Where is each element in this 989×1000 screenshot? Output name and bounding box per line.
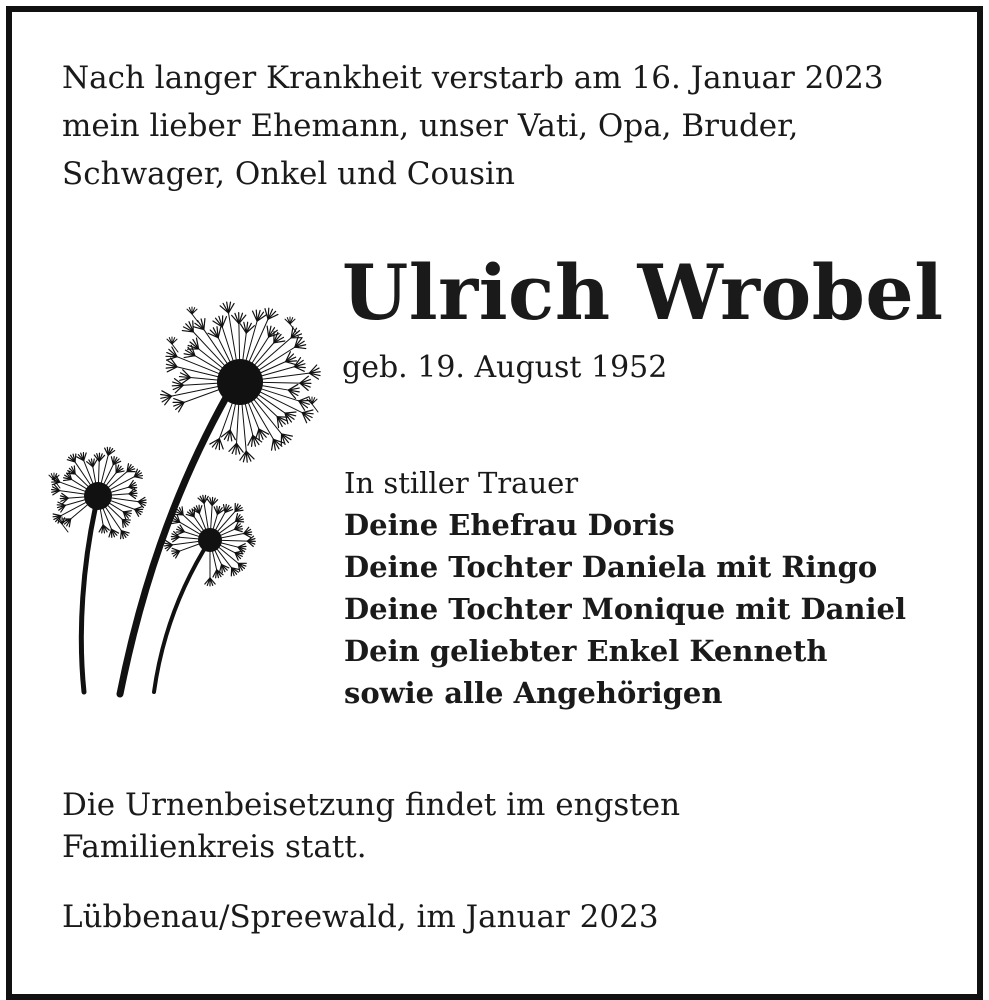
intro-text	[62, 54, 942, 198]
burial-notice	[62, 784, 942, 868]
dandelion-icon	[32, 274, 342, 714]
mourning-lead: In stiller Trauer	[344, 466, 579, 500]
deceased-name: Ulrich Wrobel	[342, 248, 944, 337]
mourners-block	[344, 462, 964, 714]
obituary-frame	[6, 6, 983, 1000]
mourner-line: Deine Tochter Daniela mit Ringo	[344, 550, 878, 584]
notice-line: Familienkreis statt.	[62, 829, 367, 865]
intro-line: Nach langer Krankheit verstarb am 16. Januar 2023	[62, 60, 884, 96]
mourner-line: Dein geliebter Enkel Kenneth	[344, 634, 828, 668]
mourner-line: Deine Tochter Monique mit Daniel	[344, 592, 906, 626]
notice-line: Die Urnenbeisetzung findet im engsten	[62, 787, 681, 823]
mourner-line: Deine Ehefrau Doris	[344, 508, 675, 542]
intro-line: mein lieber Ehemann, unser Vati, Opa, Bruder,	[62, 108, 799, 144]
birth-date: geb. 19. August 1952	[342, 350, 668, 385]
place-and-date: Lübbenau/Spreewald, im Januar 2023	[62, 899, 659, 935]
mourner-line: sowie alle Angehörigen	[344, 676, 723, 710]
intro-line: Schwager, Onkel und Cousin	[62, 156, 515, 192]
